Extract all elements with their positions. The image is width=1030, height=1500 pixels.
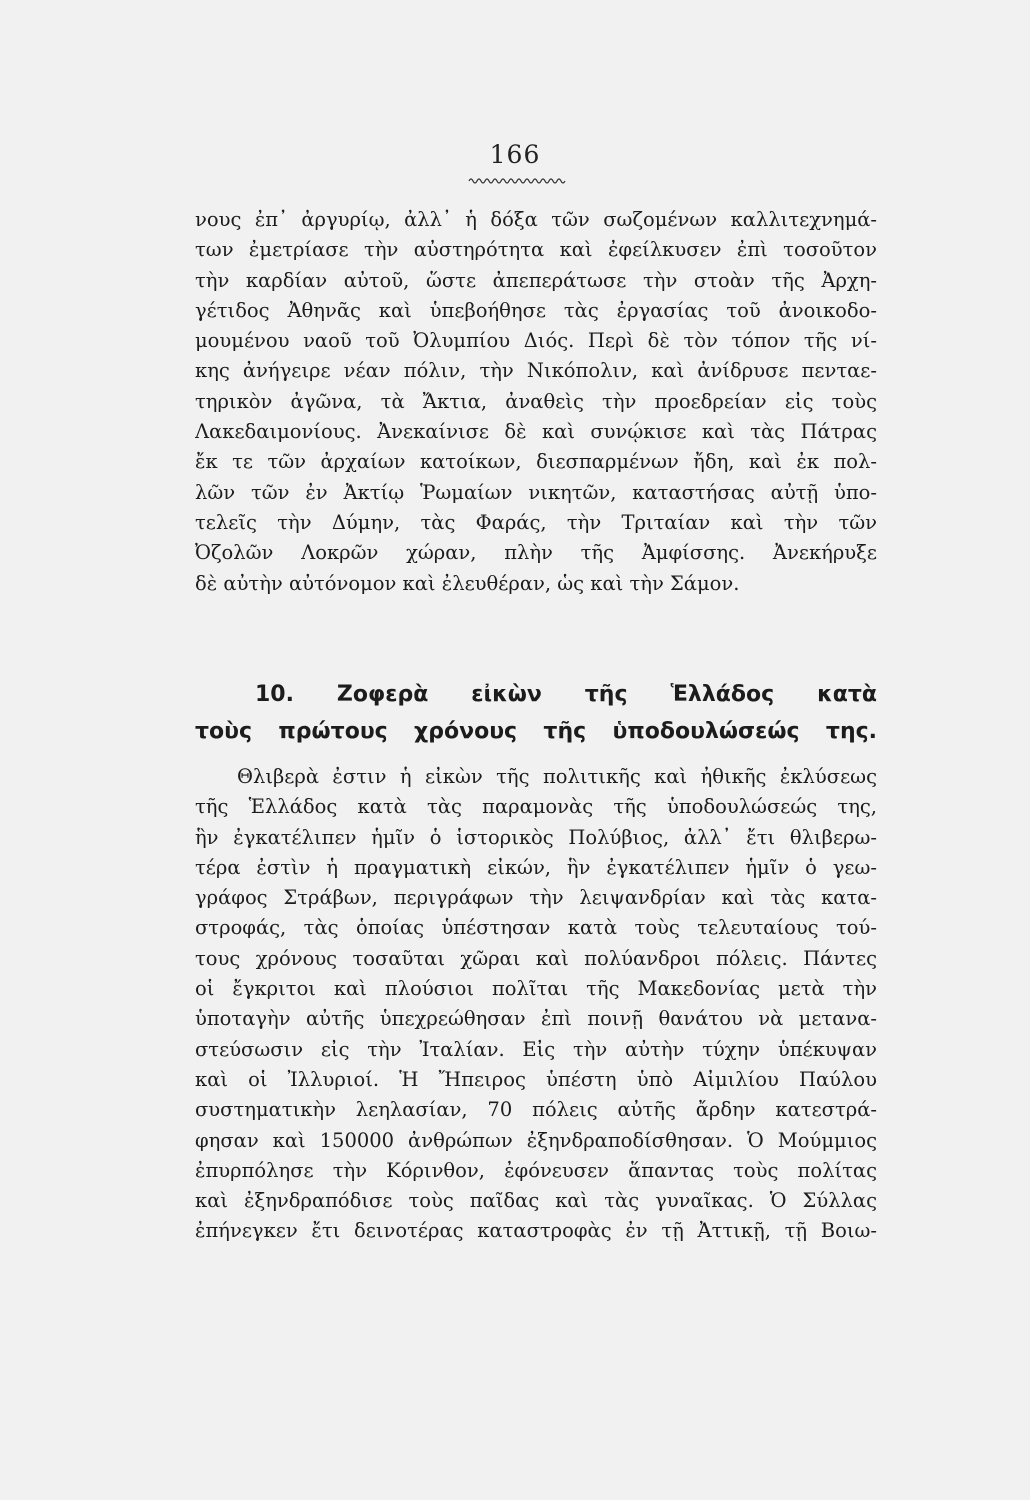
page-number: 166 xyxy=(489,140,541,169)
text-line: στεύσωσιν εἰς τὴν Ἰταλίαν. Εἰς τὴν αὐτὴν τύχην ὑπέκυψαν xyxy=(195,1037,877,1061)
text-line: τηρικὸν ἀγῶνα, τὰ Ἄκτια, ἀναθεὶς τὴν προεδρείαν εἰς τοὺς xyxy=(195,389,877,413)
text-line: των ἐμετρίασε τὴν αὐστηρότητα καὶ ἐφείλκυσεν ἐπὶ τοσοῦτον xyxy=(195,238,877,262)
paragraph-2 xyxy=(195,762,877,1247)
text-line: ἣν ἐγκατέλιπεν ἡμῖν ὁ ἱστορικὸς Πολύβιος, ἀλλ᾽ ἔτι θλιβερω- xyxy=(195,825,877,849)
text-line: ὑποταγὴν αὐτῆς ὑπεχρεώθησαν ἐπὶ ποινῇ θανάτου νὰ μετανα- xyxy=(195,1007,877,1031)
text-line: τέρα ἐστὶν ἡ πραγματικὴ εἰκών, ἣν ἐγκατέλιπεν ἡμῖν ὁ γεω- xyxy=(195,855,877,879)
text-line: γέτιδος Ἀθηνᾶς καὶ ὑπεβοήθησε τὰς ἐργασίας τοῦ ἀνοικοδο- xyxy=(195,298,877,322)
text-line: ἐπυρπόλησε τὴν Κόρινθον, ἐφόνευσεν ἅπαντας τοὺς πολίτας xyxy=(195,1158,877,1182)
text-line: τὴν καρδίαν αὐτοῦ, ὥστε ἀπεπεράτωσε τὴν στοὰν τῆς Ἀρχη- xyxy=(195,268,877,292)
text-line: νους ἐπ᾽ ἀργυρίῳ, ἀλλ᾽ ἡ δόξα τῶν σωζομένων καλλιτεχνημά- xyxy=(195,208,877,231)
text-line: γράφος Στράβων, περιγράφων τὴν λειψανδρίαν καὶ τὰς κατα- xyxy=(195,886,877,910)
paragraph-1 xyxy=(195,205,877,599)
text-line: φησαν καὶ 150000 ἀνθρώπων ἐξηνδραποδίσθησαν. Ὁ Μούμμιος xyxy=(195,1128,877,1152)
text-line: Θλιβερὰ ἐστιν ἡ εἰκὼν τῆς πολιτικῆς καὶ ἠθικῆς ἐκλύσεως xyxy=(237,765,877,788)
text-line: στροφάς, τὰς ὁποίας ὑπέστησαν κατὰ τοὺς τελευταίους τού- xyxy=(195,916,877,940)
text-line: τελεῖς τὴν Δύμην, τὰς Φαράς, τὴν Τριταίαν καὶ τὴν τῶν xyxy=(195,510,877,534)
wavy-rule-ornament xyxy=(468,176,566,186)
text-line: κης ἀνήγειρε νέαν πόλιν, τὴν Νικόπολιν, καὶ ἀνίδρυσε πενταε- xyxy=(195,359,877,383)
text-line: ἐπήνεγκεν ἔτι δεινοτέρας καταστροφὰς ἐν τῇ Ἀττικῇ, τῇ Βοιω- xyxy=(195,1219,877,1243)
section-heading xyxy=(195,676,877,750)
text-line: συστηματικὴν λεηλασίαν, 70 πόλεις αὐτῆς ἄρδην κατεστρά- xyxy=(195,1098,877,1122)
section-heading-line-1: 10. Ζοφερὰ εἰκὼν τῆς Ἑλλάδος κατὰ xyxy=(255,682,877,707)
section-heading-line-2: τοὺς πρώτους χρόνους τῆς ὑποδουλώσεώς της. xyxy=(195,719,877,744)
text-line: οἱ ἔγκριτοι καὶ πλούσιοι πολῖται τῆς Μακεδονίας μετὰ τὴν xyxy=(195,977,877,1001)
text-line: τους χρόνους τοσαῦται χῶραι καὶ πολύανδροι πόλεις. Πάντες xyxy=(195,946,877,970)
text-line: μουμένου ναοῦ τοῦ Ὀλυμπίου Διός. Περὶ δὲ τὸν τόπον τῆς νί- xyxy=(195,329,877,353)
text-line: δὲ αὐτὴν αὐτόνομον καὶ ἐλευθέραν, ὡς καὶ τὴν Σάμον. xyxy=(195,571,740,595)
text-line: ἔκ τε τῶν ἀρχαίων κατοίκων, διεσπαρμένων ἤδη, καὶ ἐκ πολ- xyxy=(195,450,877,474)
text-line: καὶ ἐξηνδραπόδισε τοὺς παῖδας καὶ τὰς γυναῖκας. Ὁ Σύλλας xyxy=(195,1189,877,1213)
text-line: Λακεδαιμονίους. Ἀνεκαίνισε δὲ καὶ συνῴκισε καὶ τὰς Πάτρας xyxy=(195,420,877,444)
text-line: Ὀζολῶν Λοκρῶν χώραν, πλὴν τῆς Ἀμφίσσης. Ἀνεκήρυξε xyxy=(195,541,877,565)
text-line: καὶ οἱ Ἰλλυριοί. Ἡ Ἤπειρος ὑπέστη ὑπὸ Αἰμιλίου Παύλου xyxy=(195,1067,877,1091)
text-line: λῶν τῶν ἐν Ἀκτίῳ Ῥωμαίων νικητῶν, καταστήσας αὐτῇ ὑπο- xyxy=(195,480,877,504)
text-line: τῆς Ἑλλάδος κατὰ τὰς παραμονὰς τῆς ὑποδουλώσεώς της, xyxy=(195,795,877,819)
